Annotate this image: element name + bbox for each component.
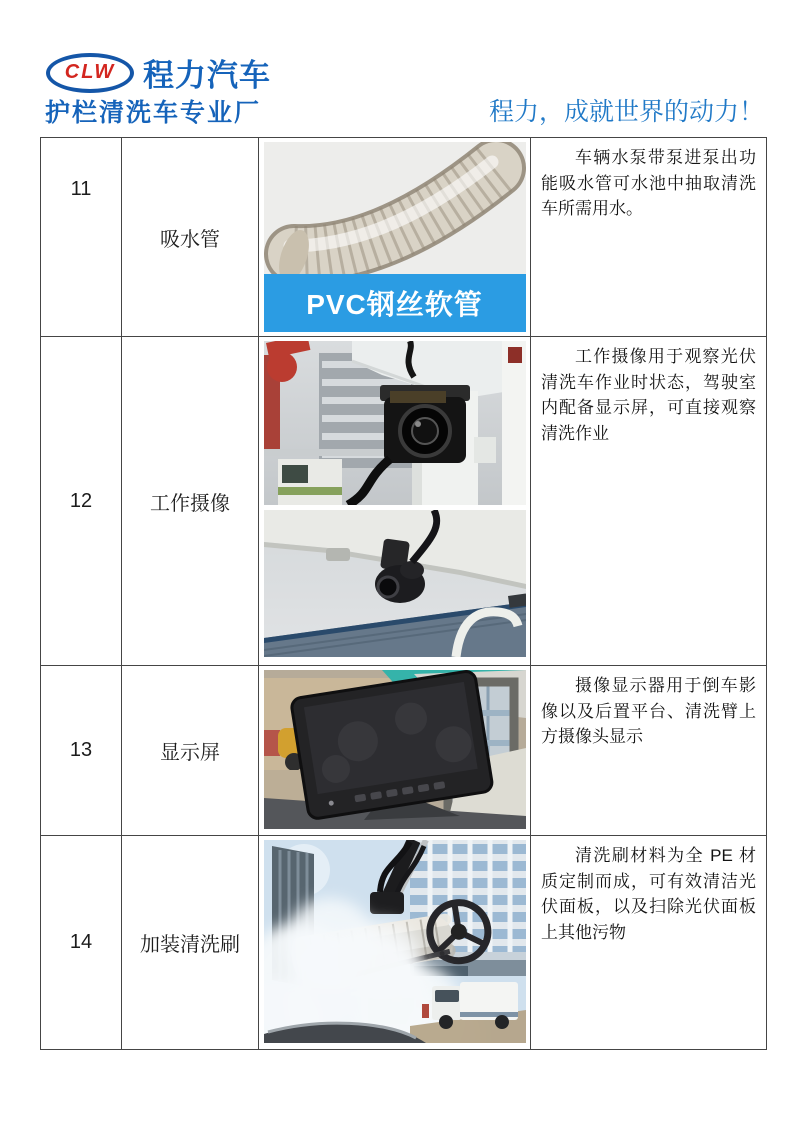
row-12-name: 工作摄像 [122, 337, 258, 665]
boom-camera-photo [264, 341, 526, 505]
pvc-hose-illustration [264, 142, 526, 274]
company-subtitle: 护栏清洗车专业厂 [45, 99, 262, 127]
row-14-description: 清洗刷材料为全 PE 材质定制而成，可有效清洁光伏面板，以及扫除光伏面板上其他污物 [531, 836, 766, 1049]
row-11-description: 车辆水泵带泵进泵出功能吸水管可水池中抽取清洗车所需用水。 [531, 138, 766, 336]
row-13-name: 显示屏 [122, 666, 258, 835]
monitor-illustration [264, 670, 526, 829]
row-12-number: 12 [41, 337, 121, 665]
row-13-description: 摄像显示器用于倒车影像以及后置平台、清洗臂上方摄像头显示 [531, 666, 766, 835]
clw-oval-logo-icon [46, 53, 134, 93]
row-11-number: 11 [41, 138, 121, 336]
row-14-number: 14 [41, 836, 121, 1049]
hose-caption: PVC钢丝软管 [306, 289, 483, 320]
logo-oval-text: CLW [64, 61, 116, 83]
row-14-name: 加装清洗刷 [122, 836, 258, 1049]
brush-washing-photo [264, 840, 526, 1043]
monitor-photo [264, 670, 526, 829]
company-logo [46, 50, 271, 95]
row-11-name: 吸水管 [122, 138, 258, 336]
cab-camera-illustration [264, 510, 526, 657]
row-11-image-cell [259, 138, 530, 336]
brand-name: 程力汽车 [143, 58, 271, 93]
pvc-hose-photo [264, 142, 526, 332]
row-13-number: 13 [41, 666, 121, 835]
hose-caption-banner [264, 274, 526, 332]
row-13-image-cell [259, 666, 530, 835]
brush-washing-illustration [264, 840, 526, 1043]
row-12-description: 工作摄像用于观察光伏清洗车作业时状态，驾驶室内配备显示屏，可直接观察清洗作业 [531, 337, 766, 665]
row-12-image-cell [259, 337, 530, 665]
row-14-image-cell [259, 836, 530, 1049]
boom-camera-illustration [264, 341, 526, 505]
cab-camera-photo [264, 510, 526, 657]
company-slogan: 程力，成就世界的动力！ [488, 99, 764, 126]
spec-table [40, 137, 767, 1050]
